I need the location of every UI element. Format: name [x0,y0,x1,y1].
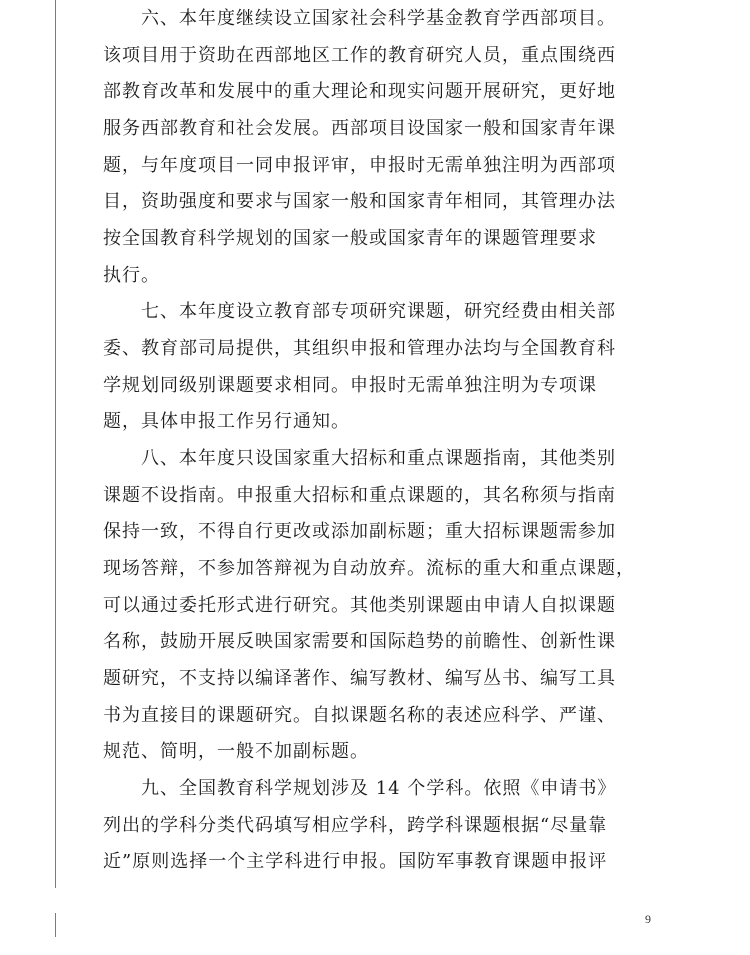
text-line: 题，与年度项目一同申报评审，申报时无需单独注明为西部项 [103,155,616,176]
text-line: 书为直接目的课题研究。自拟课题名称的表述应科学、严谨、 [103,705,616,726]
text-line: 保持一致，不得自行更改或添加副标题；重大招标课题需参加 [103,521,616,542]
text-line: 该项目用于资助在西部地区工作的教育研究人员，重点围绕西 [103,45,616,66]
text-line: 学规划同级别课题要求相同。申报时无需单独注明为专项课 [103,375,597,396]
text-line: 九、全国教育科学规划涉及 14 个学科。依照《申请书》 [103,778,617,799]
text-line: 规范、简明，一般不加副标题。 [103,741,369,762]
text-line: 八、本年度只设国家重大招标和重点课题指南，其他类别 [103,448,616,469]
text-line: 近”原则选择一个主学科进行申报。国防军事教育课题申报评 [103,851,608,872]
text-line: 课题不设指南。申报重大招标和重点课题的，其名称须与指南 [103,485,616,506]
text-line: 部教育改革和发展中的重大理论和现实问题开展研究，更好地 [103,81,616,102]
text-line: 题研究，不支持以编译著作、编写教材、编写丛书、编写工具 [103,668,616,689]
text-line: 题，具体申报工作另行通知。 [103,411,350,432]
margin-rule [55,0,56,888]
margin-rule-tick [55,913,56,937]
text-line: 执行。 [103,265,160,286]
text-line: 委、教育部司局提供，其组织申报和管理办法均与全国教育科 [103,338,616,359]
page-number: 9 [645,912,651,926]
text-line: 现场答辩，不参加答辩视为自动放弃。流标的重大和重点课题， [103,558,635,579]
text-line: 六、本年度继续设立国家社会科学基金教育学西部项目。 [103,8,616,29]
text-line: 名称，鼓励开展反映国家需要和国际趋势的前瞻性、创新性课 [103,631,616,652]
text-line: 七、本年度设立教育部专项研究课题，研究经费由相关部 [103,301,616,322]
text-line: 目，资助强度和要求与国家一般和国家青年相同，其管理办法 [103,191,616,212]
text-line: 按全国教育科学规划的国家一般或国家青年的课题管理要求 [103,228,597,249]
text-line: 列出的学科分类代码填写相应学科，跨学科课题根据“尽量靠 [103,815,608,836]
text-line: 服务西部教育和社会发展。西部项目设国家一般和国家青年课 [103,118,616,139]
text-line: 可以通过委托形式进行研究。其他类别课题由申请人自拟课题 [103,595,616,616]
